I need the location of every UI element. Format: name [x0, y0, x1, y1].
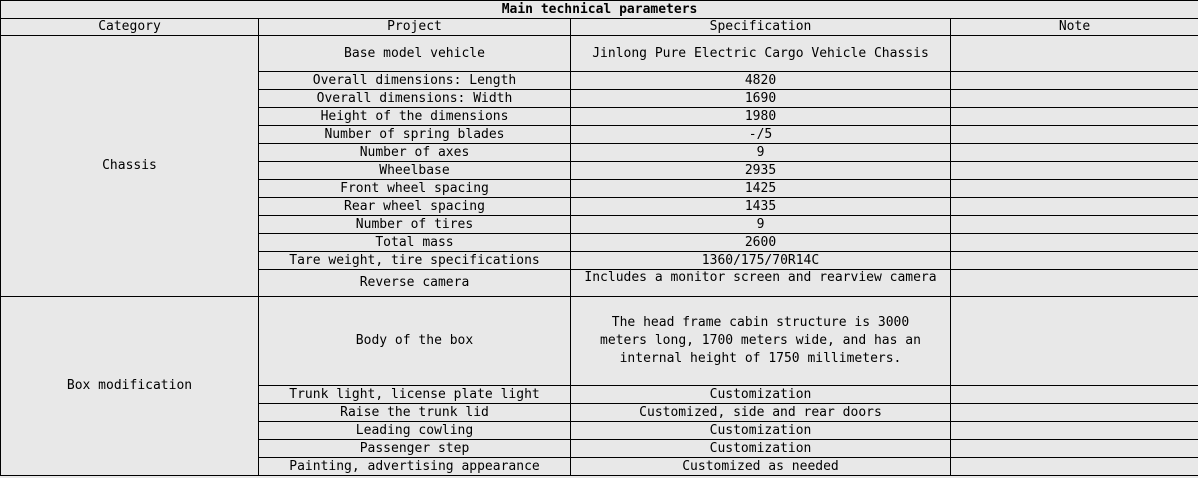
spec-cell: Customization	[571, 422, 951, 440]
spec-cell: Customized as needed	[571, 458, 951, 476]
spec-cell: 1435	[571, 198, 951, 216]
spec-cell: The head frame cabin structure is 3000 meters long, 1700 meters wide, and has an internal height of 1750 millimeters.	[571, 297, 951, 386]
note-cell	[951, 162, 1198, 180]
spec-cell: Includes a monitor screen and rearview camera	[571, 270, 951, 297]
spec-cell: 2600	[571, 234, 951, 252]
note-cell	[951, 180, 1198, 198]
category-box-modification: Box modification	[1, 297, 259, 476]
header-project: Project	[259, 19, 571, 36]
note-cell	[951, 90, 1198, 108]
note-cell	[951, 422, 1198, 440]
header-note: Note	[951, 19, 1198, 36]
project-cell: Trunk light, license plate light	[259, 386, 571, 404]
category-chassis: Chassis	[1, 36, 259, 297]
spec-cell: Customized, side and rear doors	[571, 404, 951, 422]
note-cell	[951, 234, 1198, 252]
note-cell	[951, 108, 1198, 126]
project-cell: Total mass	[259, 234, 571, 252]
note-cell	[951, 458, 1198, 476]
spec-cell: 9	[571, 216, 951, 234]
note-cell	[951, 216, 1198, 234]
spec-cell: 2935	[571, 162, 951, 180]
project-cell: Base model vehicle	[259, 36, 571, 72]
project-cell: Height of the dimensions	[259, 108, 571, 126]
project-cell: Number of axes	[259, 144, 571, 162]
spec-cell: 1980	[571, 108, 951, 126]
project-cell: Raise the trunk lid	[259, 404, 571, 422]
note-cell	[951, 252, 1198, 270]
header-specification: Specification	[571, 19, 951, 36]
note-cell	[951, 36, 1198, 72]
note-cell	[951, 440, 1198, 458]
spec-cell: 4820	[571, 72, 951, 90]
spec-cell: 9	[571, 144, 951, 162]
note-cell	[951, 270, 1198, 297]
project-cell: Overall dimensions: Length	[259, 72, 571, 90]
project-cell: Body of the box	[259, 297, 571, 386]
project-cell: Leading cowling	[259, 422, 571, 440]
note-cell	[951, 404, 1198, 422]
table-title: Main technical parameters	[1, 1, 1198, 19]
header-category: Category	[1, 19, 259, 36]
spec-cell: 1360/175/70R14C	[571, 252, 951, 270]
note-cell	[951, 198, 1198, 216]
note-cell	[951, 386, 1198, 404]
spec-cell: 1425	[571, 180, 951, 198]
project-cell: Passenger step	[259, 440, 571, 458]
spec-cell: 1690	[571, 90, 951, 108]
project-cell: Overall dimensions: Width	[259, 90, 571, 108]
spec-cell: Customization	[571, 440, 951, 458]
spec-cell: Customization	[571, 386, 951, 404]
project-cell: Reverse camera	[259, 270, 571, 297]
project-cell: Tare weight, tire specifications	[259, 252, 571, 270]
note-cell	[951, 297, 1198, 386]
note-cell	[951, 72, 1198, 90]
project-cell: Rear wheel spacing	[259, 198, 571, 216]
project-cell: Painting, advertising appearance	[259, 458, 571, 476]
project-cell: Number of spring blades	[259, 126, 571, 144]
project-cell: Wheelbase	[259, 162, 571, 180]
note-cell	[951, 144, 1198, 162]
spec-cell: -/5	[571, 126, 951, 144]
spec-cell: Jinlong Pure Electric Cargo Vehicle Chassis	[571, 36, 951, 72]
project-cell: Front wheel spacing	[259, 180, 571, 198]
note-cell	[951, 126, 1198, 144]
project-cell: Number of tires	[259, 216, 571, 234]
